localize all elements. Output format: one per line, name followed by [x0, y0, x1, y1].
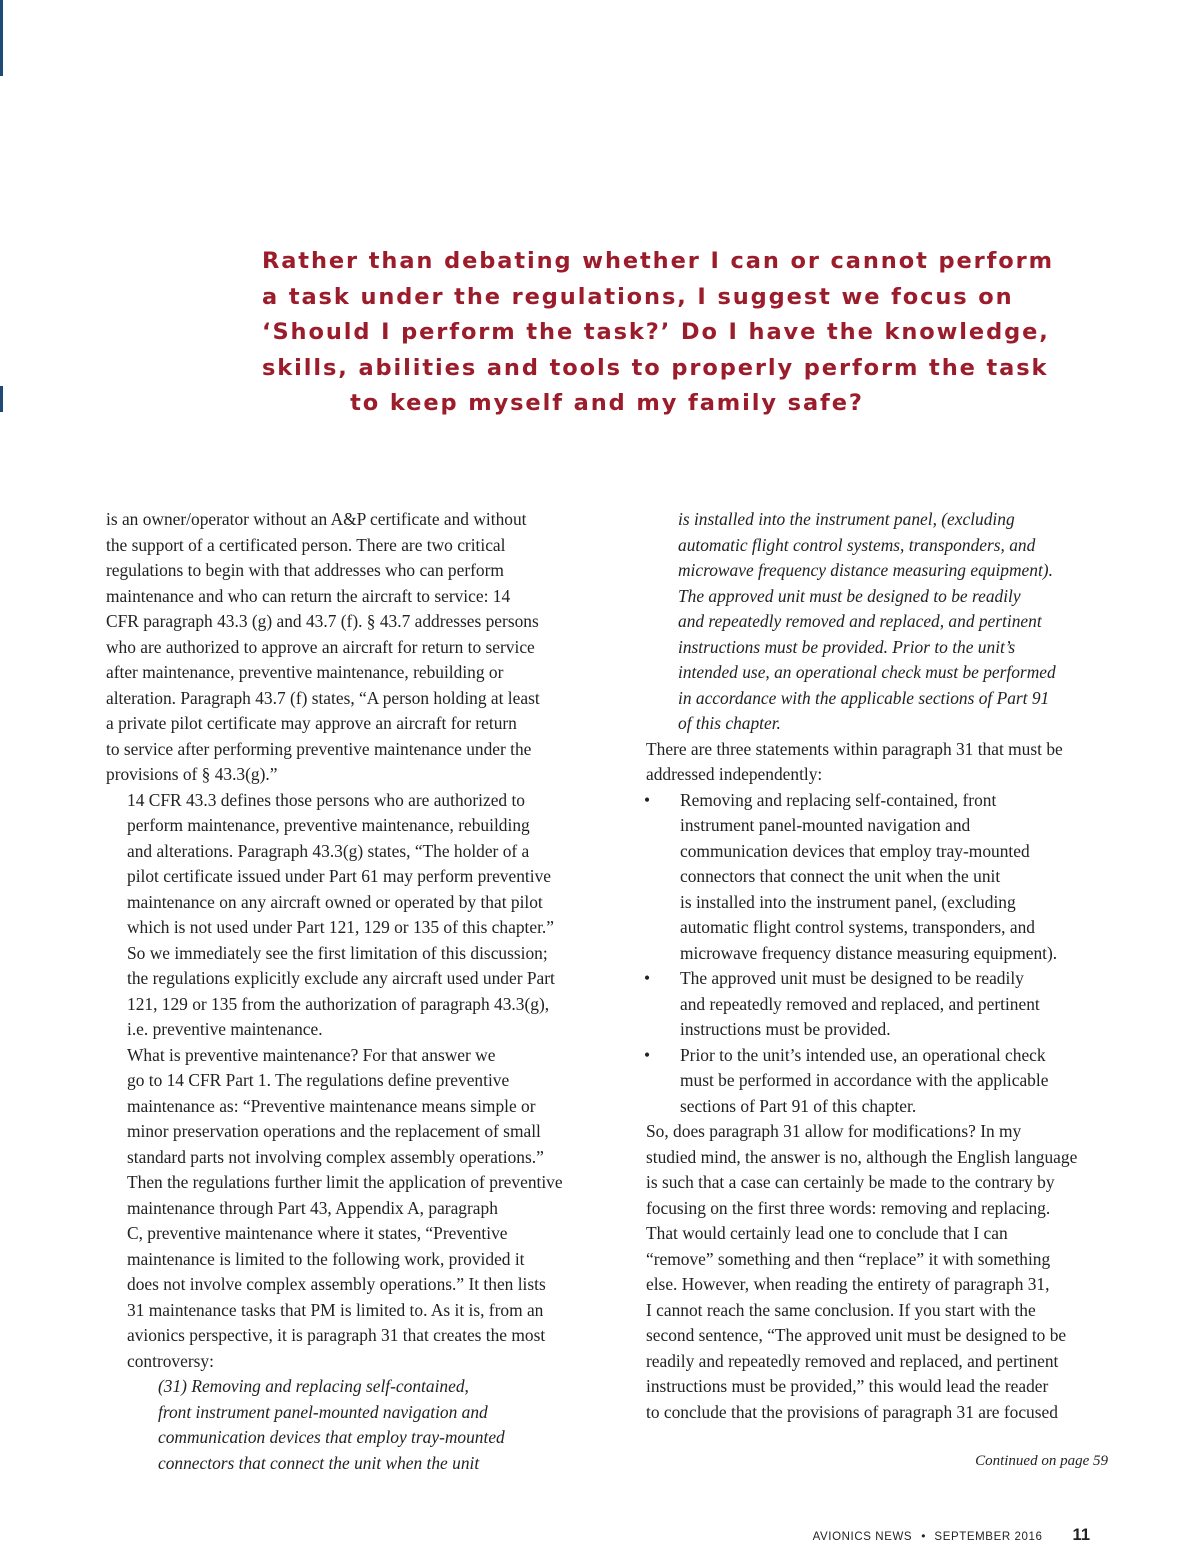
text-line: addressed independently: — [646, 764, 823, 784]
text-line: else. However, when reading the entirety of paragraph 31, — [646, 1274, 1050, 1294]
text-line: maintenance is limited to the following work, provided it — [127, 1248, 525, 1269]
text-line: perform maintenance, preventive maintenance, rebuilding — [127, 815, 530, 835]
text-line: standard parts not involving complex assembly operations.” — [127, 1146, 544, 1167]
page-footer — [813, 1526, 1090, 1545]
text-line: studied mind, the answer is no, although the English language — [646, 1146, 1078, 1167]
text-line: sections of Part 91 of this chapter. — [680, 1095, 917, 1116]
body-paragraph — [625, 737, 1115, 788]
text-line: “remove” something and then “replace” it with something — [646, 1248, 1051, 1269]
list-item — [625, 1043, 1115, 1120]
body-paragraph — [106, 1043, 594, 1375]
text-line: is installed into the instrument panel, (excluding — [680, 891, 1016, 912]
page-number: 11 — [1072, 1526, 1090, 1544]
text-line: intended use, an operational check must be performed — [678, 662, 1056, 682]
text-line: So, does paragraph 31 allow for modifications? In my — [646, 1121, 1022, 1141]
text-line: communication devices that employ tray-mounted — [158, 1427, 505, 1447]
text-line: maintenance and who can return the aircraft to service: 14 — [106, 585, 511, 606]
text-line: C, preventive maintenance where it states, “Preventive — [127, 1223, 508, 1243]
text-line: and alterations. Paragraph 43.3(g) states, “The holder of a — [127, 840, 530, 861]
text-line: That would certainly lead one to conclude that I can — [646, 1223, 1008, 1243]
right-column — [625, 507, 1115, 1425]
issue-date: SEPTEMBER 2016 — [934, 1531, 1043, 1543]
text-line: to conclude that the provisions of paragraph 31 are focused — [646, 1401, 1058, 1422]
text-line: in accordance with the applicable sections of Part 91 — [678, 687, 1050, 708]
text-line: i.e. preventive maintenance. — [127, 1019, 323, 1039]
text-line: Removing and replacing self-contained, front — [680, 789, 997, 810]
text-line: 121, 129 or 135 from the authorization of paragraph 43.3(g), — [127, 993, 550, 1014]
pull-quote-line: ‘Should I perform the task?’ Do I have the knowledge, — [262, 319, 1050, 346]
statement-list — [625, 788, 1115, 1120]
edge-marker-middle — [0, 386, 3, 412]
bullet-icon: • — [644, 1044, 651, 1065]
footer-separator: • — [921, 1529, 926, 1543]
pull-quote-line: Rather than debating whether I can or cannot perform — [262, 248, 1055, 274]
text-line: So we immediately see the first limitation of this discussion; — [127, 942, 548, 963]
pull-quote-line: a task under the regulations, I suggest we focus on — [262, 283, 1014, 310]
pull-quote-line: skills, abilities and tools to properly perform the task — [262, 354, 1049, 381]
text-line: 14 CFR 43.3 defines those persons who are authorized to — [127, 789, 525, 810]
body-paragraph — [106, 788, 594, 1043]
text-line: pilot certificate issued under Part 61 may perform preventive — [127, 866, 551, 886]
text-line: after maintenance, preventive maintenance, rebuilding or — [106, 662, 504, 682]
body-paragraph — [625, 1119, 1115, 1425]
bullet-icon: • — [644, 789, 651, 810]
text-line: connectors that connect the unit when the unit — [680, 866, 1001, 886]
text-line: Prior to the unit’s intended use, an operational check — [680, 1044, 1046, 1065]
text-line: must be performed in accordance with the applicable — [680, 1070, 1049, 1090]
text-line: Then the regulations further limit the application of preventive — [127, 1172, 563, 1192]
text-line: a private pilot certificate may approve an aircraft for return — [106, 713, 517, 733]
text-line: provisions of § 43.3(g).” — [106, 764, 278, 784]
text-line: who are authorized to approve an aircraft for return to service — [106, 636, 535, 657]
regulation-quote-continued — [625, 507, 1115, 737]
continued-note: Continued on page 59 — [975, 1453, 1108, 1469]
text-line: 31 maintenance tasks that PM is limited to. As it is, from an — [127, 1299, 544, 1320]
text-line: is an owner/operator without an A&P certificate and without — [106, 509, 527, 529]
text-line: microwave frequency distance measuring equipment). — [680, 942, 1058, 963]
text-line: go to 14 CFR Part 1. The regulations define preventive — [127, 1070, 510, 1090]
list-item — [625, 966, 1115, 1043]
text-line: maintenance through Part 43, Appendix A, paragraph — [127, 1197, 498, 1218]
left-column — [106, 507, 594, 1476]
text-line: controversy: — [127, 1350, 214, 1371]
text-line: maintenance on any aircraft owned or operated by that pilot — [127, 891, 543, 912]
text-line: The approved unit must be designed to be readily — [680, 968, 1024, 988]
regulation-quote — [106, 1374, 594, 1476]
text-line: There are three statements within paragraph 31 that must be — [646, 738, 1063, 759]
text-line: instructions must be provided. Prior to the unit’s — [678, 636, 1016, 657]
edge-marker-top — [0, 0, 3, 76]
text-line: focusing on the first three words: removing and replacing. — [646, 1197, 1051, 1218]
publication-name: AVIONICS NEWS — [812, 1531, 913, 1543]
text-line: automatic flight control systems, transponders, and — [678, 534, 1036, 555]
text-line: maintenance as: “Preventive maintenance means simple or — [127, 1095, 536, 1116]
text-line: of this chapter. — [678, 713, 781, 733]
text-line: is installed into the instrument panel, (excluding — [678, 509, 1015, 529]
text-line: What is preventive maintenance? For that answer we — [127, 1044, 496, 1065]
text-line: regulations to begin with that addresses who can perform — [106, 560, 504, 580]
text-line: front instrument panel-mounted navigation and — [158, 1401, 488, 1422]
text-line: the regulations explicitly exclude any aircraft used under Part — [127, 968, 555, 988]
text-line: readily and repeatedly removed and replaced, and pertinent — [646, 1350, 1059, 1371]
text-line: instructions must be provided. — [680, 1019, 891, 1039]
text-line: alteration. Paragraph 43.7 (f) states, “A person holding at least — [106, 687, 540, 708]
text-line: does not involve complex assembly operations.” It then lists — [127, 1274, 546, 1294]
text-line: and repeatedly removed and replaced, and pertinent — [680, 993, 1040, 1014]
text-line: I cannot reach the same conclusion. If you start with the — [646, 1299, 1036, 1320]
text-line: (31) Removing and replacing self-contained, — [158, 1376, 469, 1396]
text-line: the support of a certificated person. There are two critical — [106, 534, 506, 555]
body-paragraph — [106, 507, 594, 788]
text-line: microwave frequency distance measuring equipment). — [678, 560, 1053, 580]
text-line: avionics perspective, it is paragraph 31 that creates the most — [127, 1325, 546, 1345]
text-line: to service after performing preventive maintenance under the — [106, 738, 532, 759]
text-line: communication devices that employ tray-mounted — [680, 840, 1030, 861]
text-line: CFR paragraph 43.3 (g) and 43.7 (f). § 43.7 addresses persons — [106, 611, 539, 631]
text-line: which is not used under Part 121, 129 or 135 of this chapter.” — [127, 917, 554, 937]
list-item — [625, 788, 1115, 967]
text-line: The approved unit must be designed to be readily — [678, 585, 1021, 606]
text-line: minor preservation operations and the replacement of small — [127, 1121, 541, 1141]
text-line: connectors that connect the unit when the unit — [158, 1452, 480, 1473]
text-line: second sentence, “The approved unit must be designed to be — [646, 1325, 1067, 1345]
text-line: instrument panel-mounted navigation and — [680, 815, 971, 835]
pull-quote-line: to keep myself and my family safe? — [350, 390, 864, 417]
text-line: is such that a case can certainly be made to the contrary by — [646, 1172, 1055, 1192]
text-line: and repeatedly removed and replaced, and pertinent — [678, 611, 1042, 631]
text-line: instructions must be provided,” this would lead the reader — [646, 1376, 1049, 1396]
bullet-icon: • — [644, 968, 651, 988]
pull-quote — [262, 244, 1055, 422]
text-line: automatic flight control systems, transponders, and — [680, 917, 1035, 937]
